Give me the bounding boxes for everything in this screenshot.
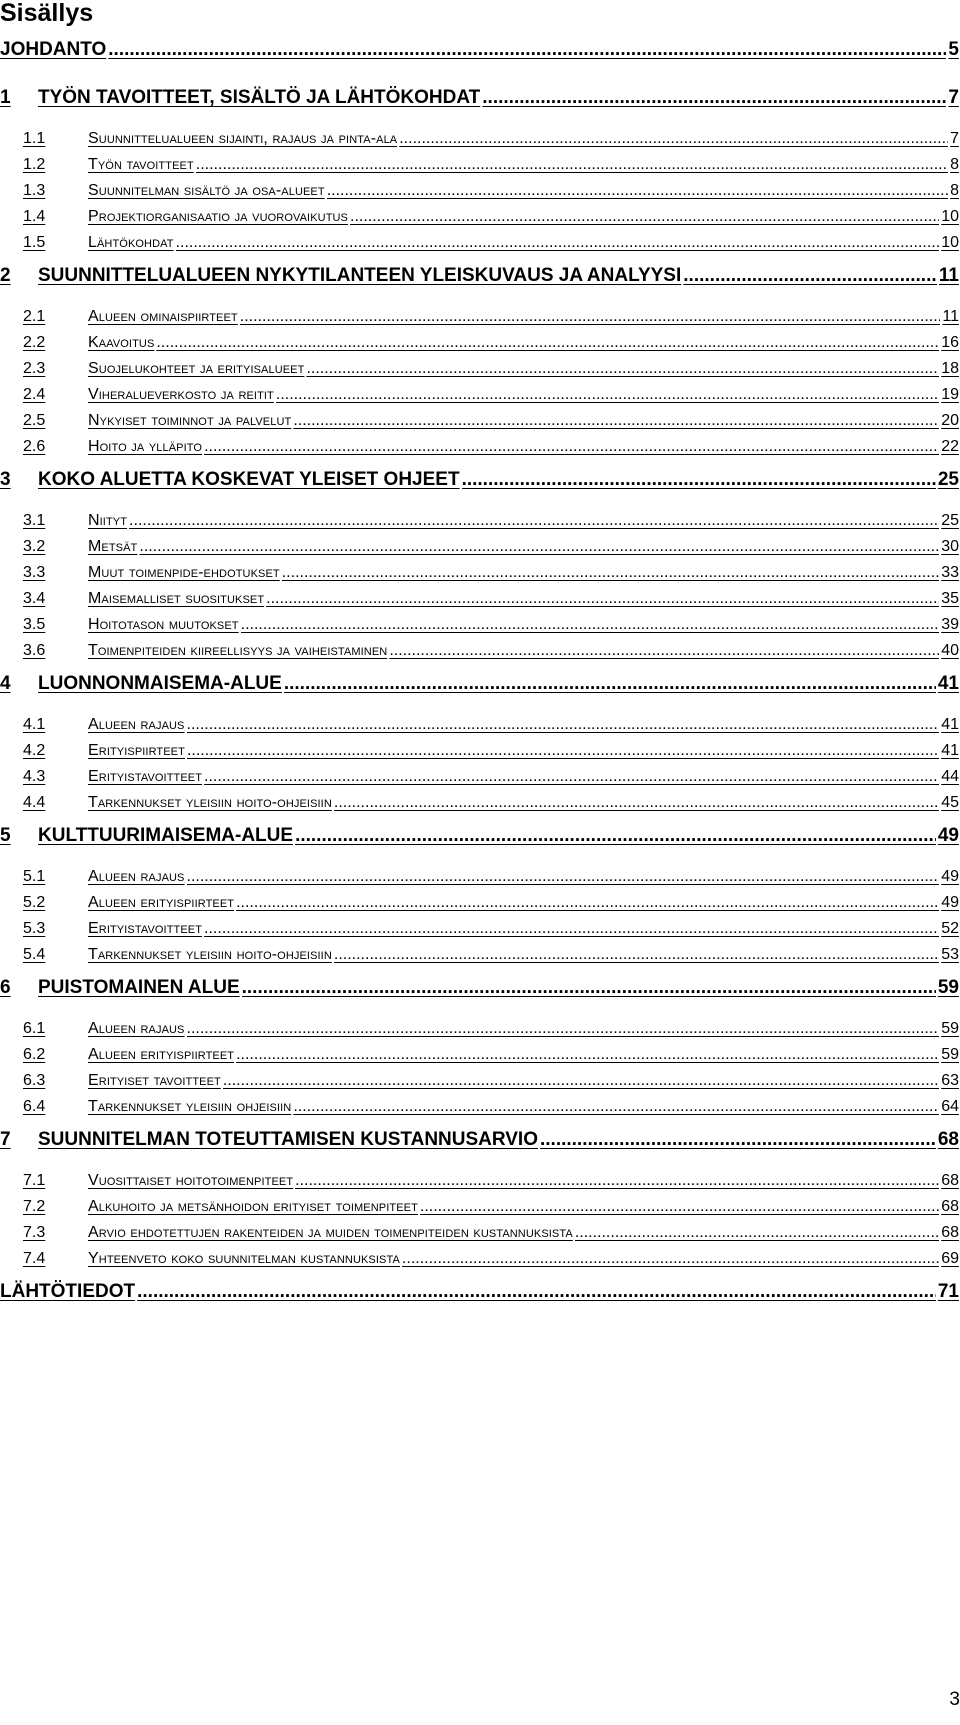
toc-entry-page: 18 bbox=[941, 360, 959, 377]
toc-section-entry[interactable] bbox=[23, 380, 959, 404]
toc-entry-number: 5.1 bbox=[23, 868, 46, 885]
toc-entry-title: Yhteenveto koko suunnitelman kustannuksista bbox=[88, 1250, 400, 1267]
dot-leader bbox=[137, 1281, 936, 1303]
toc-entry-number: 1 bbox=[0, 87, 11, 108]
dot-leader bbox=[187, 1020, 940, 1038]
toc-entry-number: 4 bbox=[0, 673, 11, 694]
toc-section-entry[interactable] bbox=[23, 1244, 959, 1268]
toc-entry-title: Suunnitelman sisältö ja osa-alueet bbox=[88, 182, 325, 199]
dot-leader bbox=[293, 1098, 939, 1116]
toc-section-entry[interactable] bbox=[23, 432, 959, 456]
toc-entry-page: 68 bbox=[941, 1224, 959, 1241]
toc-entry-title: Alueen rajaus bbox=[88, 716, 185, 733]
dot-leader bbox=[187, 716, 940, 734]
dot-leader bbox=[399, 130, 948, 148]
dot-leader bbox=[187, 868, 940, 886]
toc-entry-page: 30 bbox=[941, 538, 959, 555]
toc-section-entry[interactable] bbox=[23, 506, 959, 530]
dot-leader bbox=[284, 673, 936, 695]
toc-entry-number: 3.5 bbox=[23, 616, 46, 633]
toc-entry-title: Tarkennukset yleisiin hoito-ohjeisiin bbox=[88, 946, 332, 963]
toc-entry-page: 45 bbox=[941, 794, 959, 811]
toc-entry-title: JOHDANTO bbox=[0, 39, 107, 60]
toc-entry-number: 1.4 bbox=[23, 208, 46, 225]
toc-entry-page: 41 bbox=[941, 742, 959, 759]
toc-entry-title: Alkuhoito ja metsänhoidon erityiset toimenpiteet bbox=[88, 1198, 418, 1215]
toc-entry-number: 5.3 bbox=[23, 920, 46, 937]
toc-entry-number: 6.1 bbox=[23, 1020, 46, 1037]
dot-leader bbox=[276, 386, 939, 404]
toc-entry-page: 49 bbox=[941, 894, 959, 911]
dot-leader bbox=[350, 208, 939, 226]
toc-entry-number: 2.3 bbox=[23, 360, 46, 377]
toc-entry-number: 7.4 bbox=[23, 1250, 46, 1267]
toc-entry-title: Erityistavoitteet bbox=[88, 768, 203, 785]
toc-entry-page: 22 bbox=[941, 438, 959, 455]
toc-entry-page: 10 bbox=[941, 208, 959, 225]
toc-entry-title: Toimenpiteiden kiireellisyys ja vaiheistaminen bbox=[88, 642, 388, 659]
dot-leader bbox=[204, 438, 939, 456]
toc-entry-title: Erityiset tavoitteet bbox=[88, 1072, 221, 1089]
toc-entry-number: 7.2 bbox=[23, 1198, 46, 1215]
toc-entry-number: 7 bbox=[0, 1129, 11, 1150]
dot-leader bbox=[389, 642, 939, 660]
toc-entry-title: Erityispiirteet bbox=[88, 742, 185, 759]
dot-leader bbox=[306, 360, 939, 378]
toc-entry-number: 6.2 bbox=[23, 1046, 46, 1063]
page-number: 3 bbox=[949, 1689, 960, 1710]
toc-entry-page: 39 bbox=[941, 616, 959, 633]
toc-entry-page: 59 bbox=[941, 1046, 959, 1063]
dot-leader bbox=[204, 768, 939, 786]
toc-entry-title: Metsät bbox=[88, 538, 138, 555]
toc-entry-page: 20 bbox=[941, 412, 959, 429]
toc-entry-page: 35 bbox=[941, 590, 959, 607]
toc-entry-title: Erityistavoitteet bbox=[88, 920, 203, 937]
toc-entry-number: 2.1 bbox=[23, 308, 46, 325]
toc-entry-number: 6 bbox=[0, 977, 11, 998]
toc-entry-page: 69 bbox=[941, 1250, 959, 1267]
toc-entry-title: SUUNNITELMAN TOTEUTTAMISEN KUSTANNUSARVIO bbox=[38, 1129, 538, 1150]
toc-entry-page: 68 bbox=[941, 1172, 959, 1189]
toc-entry-page: 59 bbox=[937, 977, 959, 998]
dot-leader bbox=[156, 334, 939, 352]
toc-entry-number: 3 bbox=[0, 469, 11, 490]
dot-leader bbox=[241, 616, 940, 634]
toc-entry-number: 6.3 bbox=[23, 1072, 46, 1089]
toc-section-entry[interactable] bbox=[23, 736, 959, 760]
toc-entry-page: 16 bbox=[941, 334, 959, 351]
toc-entry-number: 3.3 bbox=[23, 564, 46, 581]
toc-heading: Sisällys bbox=[0, 0, 94, 27]
toc-chapter-entry[interactable] bbox=[0, 85, 959, 109]
toc-entry-title: PUISTOMAINEN ALUE bbox=[38, 977, 240, 998]
toc-entry-title: Alueen erityispiirteet bbox=[88, 1046, 235, 1063]
dot-leader bbox=[295, 825, 936, 847]
toc-entry-title: Työn tavoitteet bbox=[88, 156, 194, 173]
toc-entry-page: 49 bbox=[941, 868, 959, 885]
toc-entry-page: 11 bbox=[938, 265, 959, 286]
toc-entry-title: SUUNNITTELUALUEEN NYKYTILANTEEN YLEISKUVAUS JA ANALYYSI bbox=[38, 265, 682, 286]
toc-section-entry[interactable] bbox=[23, 202, 959, 226]
toc-entry-title: Maisemalliset suositukset bbox=[88, 590, 265, 607]
dot-leader bbox=[236, 894, 939, 912]
dot-leader bbox=[187, 742, 939, 760]
toc-section-entry[interactable] bbox=[23, 862, 959, 886]
toc-chapter-entry[interactable] bbox=[0, 467, 959, 491]
toc-entry-number: 5.4 bbox=[23, 946, 46, 963]
toc-section-entry[interactable] bbox=[23, 610, 959, 634]
toc-entry-title: Lähtökohdat bbox=[88, 234, 174, 251]
toc-entry-title: Alueen erityispiirteet bbox=[88, 894, 235, 911]
toc-chapter-entry[interactable] bbox=[0, 671, 959, 695]
toc-entry-title: Viheralueverkosto ja reitit bbox=[88, 386, 274, 403]
toc-section-entry[interactable] bbox=[23, 302, 959, 326]
toc-entry-number: 2.5 bbox=[23, 412, 46, 429]
toc-entry-title: Niityt bbox=[88, 512, 128, 529]
dot-leader bbox=[240, 308, 941, 326]
dot-leader bbox=[683, 265, 937, 287]
toc-section-entry[interactable] bbox=[23, 406, 959, 430]
toc-section-entry[interactable] bbox=[23, 328, 959, 352]
toc-entry-title: LÄHTÖTIEDOT bbox=[0, 1281, 136, 1302]
toc-entry-page: 7 bbox=[950, 130, 959, 147]
toc-section-entry[interactable] bbox=[23, 1066, 959, 1090]
dot-leader bbox=[402, 1250, 939, 1268]
toc-entry-number: 5 bbox=[0, 825, 11, 846]
toc-entry-page: 68 bbox=[941, 1198, 959, 1215]
toc-section-entry[interactable] bbox=[23, 354, 959, 378]
dot-leader bbox=[266, 590, 939, 608]
dot-leader bbox=[295, 1172, 939, 1190]
toc-entry-page: 7 bbox=[948, 87, 959, 108]
toc-entry-number: 7.3 bbox=[23, 1224, 46, 1241]
toc-entry-page: 63 bbox=[941, 1072, 959, 1089]
toc-entry-number: 4.4 bbox=[23, 794, 46, 811]
toc-entry-number: 3.1 bbox=[23, 512, 46, 529]
toc-entry-title: Hoitotason muutokset bbox=[88, 616, 239, 633]
toc-entry-title: TYÖN TAVOITTEET, SISÄLTÖ JA LÄHTÖKOHDAT bbox=[38, 87, 481, 108]
toc-section-entry[interactable] bbox=[23, 124, 959, 148]
toc-entry-page: 71 bbox=[937, 1281, 959, 1302]
toc-entry-page: 68 bbox=[937, 1129, 959, 1150]
dot-leader bbox=[129, 512, 939, 530]
toc-section-entry[interactable] bbox=[23, 532, 959, 556]
toc-entry-title: KULTTUURIMAISEMA-ALUE bbox=[38, 825, 294, 846]
toc-chapter-entry[interactable] bbox=[0, 975, 959, 999]
toc-entry-number: 4.2 bbox=[23, 742, 46, 759]
dot-leader bbox=[482, 87, 946, 109]
toc-chapter-entry[interactable] bbox=[0, 1279, 959, 1303]
toc-entry-page: 5 bbox=[948, 39, 959, 60]
toc-section-entry[interactable] bbox=[23, 558, 959, 582]
toc-section-entry[interactable] bbox=[23, 176, 959, 200]
toc-entry-number: 3.6 bbox=[23, 642, 46, 659]
toc-entry-page: 19 bbox=[941, 386, 959, 403]
toc-entry-page: 40 bbox=[941, 642, 959, 659]
toc-entry-page: 10 bbox=[941, 234, 959, 251]
toc-entry-number: 1.2 bbox=[23, 156, 46, 173]
toc-section-entry[interactable] bbox=[23, 762, 959, 786]
toc-section-entry[interactable] bbox=[23, 914, 959, 938]
toc-entry-title: Suojelukohteet ja erityisalueet bbox=[88, 360, 305, 377]
dot-leader bbox=[293, 412, 939, 430]
dot-leader bbox=[540, 1129, 936, 1151]
toc-entry-title: Alueen rajaus bbox=[88, 868, 185, 885]
toc-chapter-entry[interactable] bbox=[0, 263, 959, 287]
dot-leader bbox=[196, 156, 948, 174]
toc-entry-page: 64 bbox=[941, 1098, 959, 1115]
dot-leader bbox=[223, 1072, 939, 1090]
dot-leader bbox=[108, 39, 946, 61]
toc-section-entry[interactable] bbox=[23, 888, 959, 912]
toc-entry-page: 52 bbox=[941, 920, 959, 937]
toc-entry-title: Nykyiset toiminnot ja palvelut bbox=[88, 412, 292, 429]
dot-leader bbox=[236, 1046, 939, 1064]
toc-section-entry[interactable] bbox=[23, 584, 959, 608]
dot-leader bbox=[575, 1224, 939, 1242]
toc-entry-number: 2.6 bbox=[23, 438, 46, 455]
dot-leader bbox=[139, 538, 939, 556]
toc-entry-number: 7.1 bbox=[23, 1172, 46, 1189]
toc-entry-number: 2.2 bbox=[23, 334, 46, 351]
dot-leader bbox=[282, 564, 939, 582]
toc-section-entry[interactable] bbox=[23, 1218, 959, 1242]
toc-entry-title: Tarkennukset yleisiin hoito-ohjeisiin bbox=[88, 794, 332, 811]
toc-entry-page: 25 bbox=[941, 512, 959, 529]
toc-entry-title: LUONNONMAISEMA-ALUE bbox=[38, 673, 282, 694]
dot-leader bbox=[176, 234, 940, 252]
toc-entry-title: Alueen ominaispiirteet bbox=[88, 308, 238, 325]
toc-entry-number: 5.2 bbox=[23, 894, 46, 911]
toc-section-entry[interactable] bbox=[23, 940, 959, 964]
toc-entry-number: 4.1 bbox=[23, 716, 46, 733]
toc-entry-page: 11 bbox=[942, 308, 959, 325]
toc-entry-title: Tarkennukset yleisiin ohjeisiin bbox=[88, 1098, 292, 1115]
toc-section-entry[interactable] bbox=[23, 710, 959, 734]
toc-chapter-entry[interactable] bbox=[0, 37, 959, 61]
toc-entry-number: 1.1 bbox=[23, 130, 46, 147]
toc-entry-title: Alueen rajaus bbox=[88, 1020, 185, 1037]
toc-entry-title: KOKO ALUETTA KOSKEVAT YLEISET OHJEET bbox=[38, 469, 460, 490]
toc-section-entry[interactable] bbox=[23, 228, 959, 252]
toc-entry-number: 2 bbox=[0, 265, 11, 286]
toc-entry-number: 4.3 bbox=[23, 768, 46, 785]
toc-section-entry[interactable] bbox=[23, 1192, 959, 1216]
toc-entry-title: Suunnittelualueen sijainti, rajaus ja pinta-ala bbox=[88, 130, 398, 147]
dot-leader bbox=[204, 920, 939, 938]
toc-entry-title: Kaavoitus bbox=[88, 334, 155, 351]
toc-section-entry[interactable] bbox=[23, 788, 959, 812]
dot-leader bbox=[420, 1198, 939, 1216]
toc-chapter-entry[interactable] bbox=[0, 823, 959, 847]
toc-entry-number: 6.4 bbox=[23, 1098, 46, 1115]
toc-entry-page: 41 bbox=[941, 716, 959, 733]
dot-leader bbox=[242, 977, 936, 999]
dot-leader bbox=[334, 794, 939, 812]
toc-chapter-entry[interactable] bbox=[0, 1127, 959, 1151]
toc-section-entry[interactable] bbox=[23, 150, 959, 174]
toc-entry-title: Projektiorganisaatio ja vuorovaikutus bbox=[88, 208, 348, 225]
toc-entry-title: Vuosittaiset hoitotoimenpiteet bbox=[88, 1172, 294, 1189]
toc-entry-page: 8 bbox=[950, 156, 959, 173]
toc-section-entry[interactable] bbox=[23, 1092, 959, 1116]
toc-section-entry[interactable] bbox=[23, 1166, 959, 1190]
toc-section-entry[interactable] bbox=[23, 1040, 959, 1064]
toc-entry-number: 3.2 bbox=[23, 538, 46, 555]
toc-entry-number: 3.4 bbox=[23, 590, 46, 607]
toc-entry-number: 2.4 bbox=[23, 386, 46, 403]
dot-leader bbox=[327, 182, 948, 200]
toc-entry-page: 44 bbox=[941, 768, 959, 785]
toc-entry-number: 1.3 bbox=[23, 182, 46, 199]
toc-entry-title: Muut toimenpide-ehdotukset bbox=[88, 564, 280, 581]
toc-entry-title: Arvio ehdotettujen rakenteiden ja muiden toimenpiteiden kustannuksista bbox=[88, 1224, 573, 1241]
toc-entry-number: 1.5 bbox=[23, 234, 46, 251]
toc-entry-page: 33 bbox=[941, 564, 959, 581]
toc-entry-page: 41 bbox=[937, 673, 959, 694]
dot-leader bbox=[462, 469, 936, 491]
toc-entry-page: 53 bbox=[941, 946, 959, 963]
toc-entry-page: 59 bbox=[941, 1020, 959, 1037]
toc-section-entry[interactable] bbox=[23, 1014, 959, 1038]
toc-entry-page: 25 bbox=[937, 469, 959, 490]
toc-section-entry[interactable] bbox=[23, 636, 959, 660]
toc-entry-page: 49 bbox=[937, 825, 959, 846]
dot-leader bbox=[334, 946, 939, 964]
toc-entry-page: 8 bbox=[950, 182, 959, 199]
toc-entry-title: Hoito ja ylläpito bbox=[88, 438, 203, 455]
